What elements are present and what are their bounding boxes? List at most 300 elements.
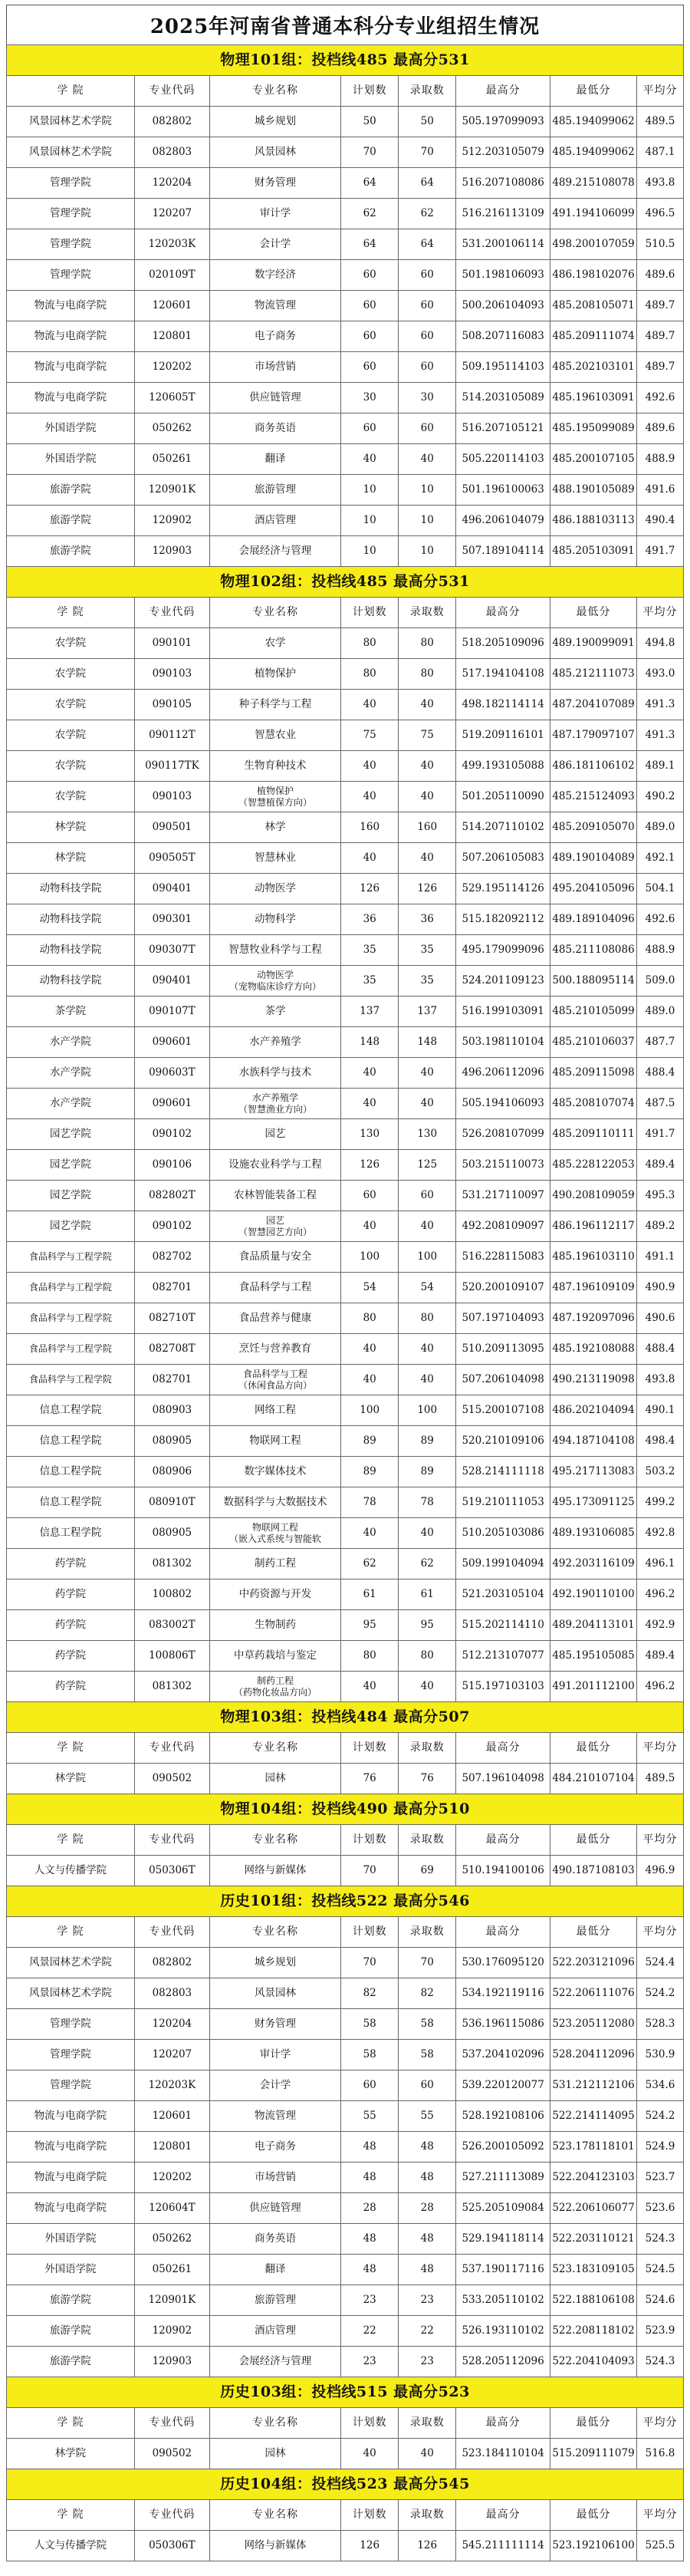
major-name-cell: 网络与新媒体: [209, 1856, 340, 1886]
min-score-cell: 485.196103091: [550, 383, 637, 413]
column-header-admit-count: 录取数: [399, 2500, 456, 2531]
major-code-cell: 090601: [134, 1089, 209, 1119]
max-score-cell: 495.179099096: [456, 935, 550, 966]
major-code-cell: 120901K: [134, 475, 209, 506]
major-code-cell: 090501: [134, 812, 209, 843]
admit-count-cell: 30: [399, 383, 456, 413]
table-row: [7, 199, 684, 229]
min-score-cell: 489.190099091: [550, 628, 637, 659]
major-name-cell: 烹饪与营养教育: [209, 1334, 340, 1365]
college-cell: 旅游学院: [7, 2347, 135, 2377]
column-header-major-name: 专业名称: [209, 76, 340, 107]
column-header-max-score: 最高分: [456, 1733, 550, 1764]
avg-score-cell: 493.8: [637, 1365, 684, 1395]
column-header-plan-count: 计划数: [341, 1917, 399, 1948]
min-score-cell: 490.187108103: [550, 1856, 637, 1886]
plan-count-cell: 80: [341, 1303, 399, 1334]
plan-count-cell: 60: [341, 260, 399, 291]
min-score-cell: 486.196112117: [550, 1211, 637, 1242]
major-code-cell: 120204: [134, 168, 209, 199]
plan-count-cell: 40: [341, 1672, 399, 1702]
avg-score-cell: 523.9: [637, 2316, 684, 2347]
max-score-cell: 498.182114114: [456, 690, 550, 720]
column-header-row: [7, 598, 684, 628]
column-header-row: [7, 76, 684, 107]
column-header-row: [7, 1917, 684, 1948]
avg-score-cell: 487.5: [637, 1089, 684, 1119]
admit-count-cell: 89: [399, 1457, 456, 1487]
plan-count-cell: 60: [341, 413, 399, 444]
avg-score-cell: 491.7: [637, 536, 684, 567]
min-score-cell: 498.200107059: [550, 229, 637, 260]
plan-count-cell: 23: [341, 2347, 399, 2377]
avg-score-cell: 496.5: [637, 199, 684, 229]
college-cell: 旅游学院: [7, 506, 135, 536]
avg-score-cell: 489.4: [637, 1641, 684, 1672]
major-code-cell: 120801: [134, 2132, 209, 2163]
min-score-cell: 492.190110100: [550, 1580, 637, 1610]
max-score-cell: 518.205109096: [456, 628, 550, 659]
group-label: 物理103组：投档线484 最高分507: [7, 1702, 684, 1733]
column-header-avg-score: 平均分: [637, 2500, 684, 2531]
admit-count-cell: 48: [399, 2255, 456, 2285]
max-score-cell: 531.217110097: [456, 1181, 550, 1211]
major-name-cell: 水产养殖学: [209, 1027, 340, 1058]
major-name-cell: 酒店管理: [209, 506, 340, 536]
avg-score-cell: 489.2: [637, 1211, 684, 1242]
admit-count-cell: 60: [399, 321, 456, 352]
column-header-major-code: 专业代码: [134, 598, 209, 628]
admit-count-cell: 125: [399, 1150, 456, 1181]
max-score-cell: 516.216113109: [456, 199, 550, 229]
avg-score-cell: 524.3: [637, 2224, 684, 2255]
major-code-cell: 090307T: [134, 935, 209, 966]
table-row: [7, 383, 684, 413]
major-code-cell: 120207: [134, 199, 209, 229]
table-row: [7, 1395, 684, 1426]
avg-score-cell: 489.1: [637, 751, 684, 782]
college-cell: 农学院: [7, 720, 135, 751]
group-header-row: [7, 1702, 684, 1733]
table-row: [7, 291, 684, 321]
major-code-cell: 090102: [134, 1119, 209, 1150]
avg-score-cell: 488.4: [637, 1334, 684, 1365]
max-score-cell: 512.213107077: [456, 1641, 550, 1672]
column-header-major-code: 专业代码: [134, 1733, 209, 1764]
avg-score-cell: 489.6: [637, 413, 684, 444]
column-header-avg-score: 平均分: [637, 1733, 684, 1764]
table-row: [7, 1027, 684, 1058]
column-header-min-score: 最低分: [550, 1733, 637, 1764]
major-code-cell: 082710T: [134, 1303, 209, 1334]
major-name-cell: 酒店管理: [209, 2316, 340, 2347]
min-score-cell: 485.209115098: [550, 1058, 637, 1089]
major-code-cell: 090502: [134, 1764, 209, 1794]
major-name-cell: 供应链管理: [209, 383, 340, 413]
column-header-avg-score: 平均分: [637, 598, 684, 628]
max-score-cell: 501.196100063: [456, 475, 550, 506]
college-cell: 管理学院: [7, 260, 135, 291]
major-code-cell: 090401: [134, 874, 209, 904]
major-name-cell: 城乡规划: [209, 1948, 340, 1978]
min-score-cell: 522.203110121: [550, 2224, 637, 2255]
major-name-cell: 商务英语: [209, 2224, 340, 2255]
min-score-cell: 489.204113101: [550, 1610, 637, 1641]
max-score-cell: 514.207110102: [456, 812, 550, 843]
major-code-cell: 120202: [134, 352, 209, 383]
college-cell: 外国语学院: [7, 2255, 135, 2285]
avg-score-cell: 504.1: [637, 874, 684, 904]
college-cell: 药学院: [7, 1610, 135, 1641]
major-code-cell: 082803: [134, 1978, 209, 2009]
major-code-cell: 090106: [134, 1150, 209, 1181]
major-name-line: （嵌入式系统与智能软: [229, 1533, 322, 1544]
min-score-cell: 487.204107089: [550, 690, 637, 720]
major-code-cell: 090601: [134, 1027, 209, 1058]
plan-count-cell: 76: [341, 1764, 399, 1794]
major-name-cell: 制药工程: [209, 1549, 340, 1580]
max-score-cell: 515.200107108: [456, 1395, 550, 1426]
admit-count-cell: 126: [399, 2531, 456, 2561]
college-cell: 信息工程学院: [7, 1395, 135, 1426]
column-header-major-code: 专业代码: [134, 2408, 209, 2439]
max-score-cell: 516.228115083: [456, 1242, 550, 1273]
major-code-cell: 020109T: [134, 260, 209, 291]
major-code-cell: 081302: [134, 1549, 209, 1580]
column-header-college: 学 院: [7, 76, 135, 107]
college-cell: 旅游学院: [7, 2316, 135, 2347]
min-score-cell: 522.204104093: [550, 2347, 637, 2377]
max-score-cell: 512.203105079: [456, 137, 550, 168]
major-name-cell: 动物医学: [209, 874, 340, 904]
column-header-max-score: 最高分: [456, 2500, 550, 2531]
major-code-cell: 090103: [134, 659, 209, 690]
plan-count-cell: 89: [341, 1457, 399, 1487]
major-name-cell: 商务英语: [209, 413, 340, 444]
admit-count-cell: 69: [399, 1856, 456, 1886]
avg-score-cell: 524.3: [637, 2347, 684, 2377]
table-row: [7, 536, 684, 567]
max-score-cell: 501.205110090: [456, 782, 550, 812]
min-score-cell: 523.205112080: [550, 2009, 637, 2040]
college-cell: 林学院: [7, 1764, 135, 1794]
college-cell: 食品科学与工程学院: [7, 1365, 135, 1395]
admit-count-cell: 35: [399, 966, 456, 996]
max-score-cell: 509.199104094: [456, 1549, 550, 1580]
max-score-cell: 515.197103103: [456, 1672, 550, 1702]
min-score-cell: 486.202104094: [550, 1395, 637, 1426]
avg-score-cell: 534.6: [637, 2070, 684, 2101]
column-header-admit-count: 录取数: [399, 2408, 456, 2439]
major-name-line: 食品科学与工程: [243, 1369, 308, 1380]
min-score-cell: 485.195105085: [550, 1641, 637, 1672]
admit-count-cell: 28: [399, 2193, 456, 2224]
college-cell: 信息工程学院: [7, 1518, 135, 1549]
major-name-line: （药物化妆品方向）: [234, 1686, 317, 1698]
major-name-cell: 生物制药: [209, 1610, 340, 1641]
avg-score-cell: 489.7: [637, 352, 684, 383]
major-name-line: 园艺: [266, 1215, 285, 1227]
min-score-cell: 522.206106077: [550, 2193, 637, 2224]
major-code-cell: 120601: [134, 291, 209, 321]
major-name-cell: 风景园林: [209, 1978, 340, 2009]
column-header-major-code: 专业代码: [134, 1917, 209, 1948]
table-row: [7, 904, 684, 935]
major-name-cell: 城乡规划: [209, 107, 340, 137]
major-name-cell: 物联网工程: [209, 1426, 340, 1457]
admit-count-cell: 80: [399, 1303, 456, 1334]
admit-count-cell: 50: [399, 107, 456, 137]
major-name-cell: 财务管理: [209, 2009, 340, 2040]
min-score-cell: 485.194099062: [550, 107, 637, 137]
table-row: [7, 996, 684, 1027]
column-header-min-score: 最低分: [550, 76, 637, 107]
min-score-cell: 484.210107104: [550, 1764, 637, 1794]
column-header-major-code: 专业代码: [134, 2500, 209, 2531]
major-code-cell: 120605T: [134, 383, 209, 413]
college-cell: 农学院: [7, 659, 135, 690]
table-row: [7, 1549, 684, 1580]
min-score-cell: 485.215124093: [550, 782, 637, 812]
major-name-cell: 农林智能装备工程: [209, 1181, 340, 1211]
plan-count-cell: 48: [341, 2163, 399, 2193]
table-row: [7, 1150, 684, 1181]
column-header-college: 学 院: [7, 1825, 135, 1856]
max-score-cell: 507.196104098: [456, 1764, 550, 1794]
avg-score-cell: 524.6: [637, 2285, 684, 2316]
major-name-cell: 中草药栽培与鉴定: [209, 1641, 340, 1672]
plan-count-cell: 40: [341, 1058, 399, 1089]
column-header-college: 学 院: [7, 2500, 135, 2531]
avg-score-cell: 488.9: [637, 444, 684, 475]
table-row: [7, 1181, 684, 1211]
major-name-cell: 食品科学与工程: [209, 1273, 340, 1303]
table-row: [7, 506, 684, 536]
major-name-cell: 食品营养与健康: [209, 1303, 340, 1334]
plan-count-cell: 126: [341, 874, 399, 904]
plan-count-cell: 35: [341, 935, 399, 966]
major-name-cell: 园艺: [209, 1119, 340, 1150]
college-cell: 食品科学与工程学院: [7, 1334, 135, 1365]
plan-count-cell: 80: [341, 1641, 399, 1672]
major-code-cell: 090103: [134, 782, 209, 812]
max-score-cell: 515.182092112: [456, 904, 550, 935]
major-name-cell: 数字经济: [209, 260, 340, 291]
max-score-cell: 501.198106093: [456, 260, 550, 291]
major-name-cell: 市场营销: [209, 2163, 340, 2193]
plan-count-cell: 48: [341, 2255, 399, 2285]
min-score-cell: 485.208107074: [550, 1089, 637, 1119]
admit-count-cell: 89: [399, 1426, 456, 1457]
plan-count-cell: 23: [341, 2285, 399, 2316]
plan-count-cell: 75: [341, 720, 399, 751]
min-score-cell: 485.192108088: [550, 1334, 637, 1365]
admit-count-cell: 100: [399, 1242, 456, 1273]
college-cell: 管理学院: [7, 2070, 135, 2101]
column-header-plan-count: 计划数: [341, 76, 399, 107]
college-cell: 管理学院: [7, 2040, 135, 2070]
plan-count-cell: 100: [341, 1395, 399, 1426]
group-label: 物理104组：投档线490 最高分510: [7, 1794, 684, 1825]
avg-score-cell: 495.3: [637, 1181, 684, 1211]
column-header-avg-score: 平均分: [637, 1825, 684, 1856]
max-score-cell: 526.193110102: [456, 2316, 550, 2347]
column-header-avg-score: 平均分: [637, 1917, 684, 1948]
column-header-min-score: 最低分: [550, 598, 637, 628]
major-code-cell: 120903: [134, 2347, 209, 2377]
max-score-cell: 533.205110102: [456, 2285, 550, 2316]
admit-count-cell: 40: [399, 1058, 456, 1089]
college-cell: 园艺学院: [7, 1211, 135, 1242]
max-score-cell: 528.205112096: [456, 2347, 550, 2377]
plan-count-cell: 89: [341, 1426, 399, 1457]
major-code-cell: 080905: [134, 1518, 209, 1549]
column-header-college: 学 院: [7, 1917, 135, 1948]
max-score-cell: 523.184110104: [456, 2439, 550, 2469]
major-name-cell: 会展经济与管理: [209, 536, 340, 567]
table-row: [7, 1273, 684, 1303]
plan-count-cell: 40: [341, 843, 399, 874]
college-cell: 物流与电商学院: [7, 2193, 135, 2224]
table-row: [7, 413, 684, 444]
plan-count-cell: 55: [341, 2101, 399, 2132]
table-row: [7, 444, 684, 475]
admit-count-cell: 40: [399, 1089, 456, 1119]
max-score-cell: 526.208107099: [456, 1119, 550, 1150]
college-cell: 农学院: [7, 628, 135, 659]
avg-score-cell: 490.1: [637, 1395, 684, 1426]
major-name-cell: 翻译: [209, 444, 340, 475]
major-name-cell: 电子商务: [209, 2132, 340, 2163]
min-score-cell: 485.202103101: [550, 352, 637, 383]
table-row: [7, 1426, 684, 1457]
column-header-max-score: 最高分: [456, 598, 550, 628]
avg-score-cell: 524.2: [637, 2101, 684, 2132]
college-cell: 物流与电商学院: [7, 321, 135, 352]
table-row: [7, 690, 684, 720]
avg-score-cell: 498.4: [637, 1426, 684, 1457]
major-code-cell: 050262: [134, 413, 209, 444]
table-row: [7, 782, 684, 812]
table-row: [7, 229, 684, 260]
max-score-cell: 526.200105092: [456, 2132, 550, 2163]
major-name-line: 植物保护: [257, 786, 294, 797]
column-header-min-score: 最低分: [550, 1917, 637, 1948]
avg-score-cell: 494.8: [637, 628, 684, 659]
avg-score-cell: 492.1: [637, 843, 684, 874]
college-cell: 动物科技学院: [7, 935, 135, 966]
major-name-cell: 园林: [209, 2439, 340, 2469]
plan-count-cell: 61: [341, 1580, 399, 1610]
admit-count-cell: 40: [399, 2439, 456, 2469]
table-row: [7, 966, 684, 996]
major-code-cell: 120901K: [134, 2285, 209, 2316]
column-header-admit-count: 录取数: [399, 598, 456, 628]
min-score-cell: 500.188095114: [550, 966, 637, 996]
major-name-cell: 市场营销: [209, 352, 340, 383]
major-code-cell: 120601: [134, 2101, 209, 2132]
admit-count-cell: 40: [399, 444, 456, 475]
table-row: [7, 1610, 684, 1641]
table-row: [7, 168, 684, 199]
max-score-cell: 516.207108086: [456, 168, 550, 199]
column-header-admit-count: 录取数: [399, 76, 456, 107]
table-row: [7, 1856, 684, 1886]
max-score-cell: 534.192119116: [456, 1978, 550, 2009]
major-name-cell: 风景园林: [209, 137, 340, 168]
major-code-cell: 082701: [134, 1365, 209, 1395]
admit-count-cell: 82: [399, 1978, 456, 2009]
admit-count-cell: 58: [399, 2009, 456, 2040]
column-header-min-score: 最低分: [550, 2500, 637, 2531]
min-score-cell: 489.190104089: [550, 843, 637, 874]
table-row: [7, 2531, 684, 2561]
major-code-cell: 082701: [134, 1273, 209, 1303]
major-code-cell: 082802T: [134, 1181, 209, 1211]
college-cell: 人文与传播学院: [7, 1856, 135, 1886]
college-cell: 物流与电商学院: [7, 2132, 135, 2163]
avg-score-cell: 509.0: [637, 966, 684, 996]
admit-count-cell: 23: [399, 2285, 456, 2316]
college-cell: 药学院: [7, 1672, 135, 1702]
major-name-line: 动物医学: [257, 970, 294, 981]
group-header-row: [7, 567, 684, 598]
major-name-cell: 供应链管理: [209, 2193, 340, 2224]
min-score-cell: 487.196109109: [550, 1273, 637, 1303]
major-name-cell: 审计学: [209, 199, 340, 229]
table-row: [7, 1518, 684, 1549]
plan-count-cell: 64: [341, 229, 399, 260]
min-score-cell: 488.190105089: [550, 475, 637, 506]
max-score-cell: 503.198110104: [456, 1027, 550, 1058]
max-score-cell: 496.206112096: [456, 1058, 550, 1089]
avg-score-cell: 524.5: [637, 2255, 684, 2285]
plan-count-cell: 58: [341, 2009, 399, 2040]
group-label: 历史101组：投档线522 最高分546: [7, 1886, 684, 1917]
major-name-cell: 物流管理: [209, 2101, 340, 2132]
table-row: [7, 475, 684, 506]
max-score-cell: 528.192108106: [456, 2101, 550, 2132]
admit-count-cell: 64: [399, 168, 456, 199]
major-name-line: （休闲食品方向）: [238, 1379, 313, 1391]
plan-count-cell: 40: [341, 1334, 399, 1365]
plan-count-cell: 126: [341, 1150, 399, 1181]
avg-score-cell: 491.3: [637, 720, 684, 751]
plan-count-cell: 60: [341, 291, 399, 321]
table-row: [7, 1672, 684, 1702]
admit-count-cell: 62: [399, 1549, 456, 1580]
admit-count-cell: 40: [399, 1518, 456, 1549]
avg-score-cell: 488.4: [637, 1058, 684, 1089]
major-name-line: （智慧渔业方向）: [238, 1103, 313, 1115]
plan-count-cell: 58: [341, 2040, 399, 2070]
college-cell: 风景园林艺术学院: [7, 137, 135, 168]
min-score-cell: 489.193106085: [550, 1518, 637, 1549]
admit-count-cell: 40: [399, 1334, 456, 1365]
min-score-cell: 487.192097096: [550, 1303, 637, 1334]
major-name-cell: 设施农业科学与工程: [209, 1150, 340, 1181]
admit-count-cell: 48: [399, 2224, 456, 2255]
major-code-cell: 050306T: [134, 1856, 209, 1886]
min-score-cell: 485.210105099: [550, 996, 637, 1027]
avg-score-cell: 490.2: [637, 782, 684, 812]
min-score-cell: 486.188103113: [550, 506, 637, 536]
major-code-cell: 090301: [134, 904, 209, 935]
admit-count-cell: 36: [399, 904, 456, 935]
table-row: [7, 2193, 684, 2224]
avg-score-cell: 523.6: [637, 2193, 684, 2224]
avg-score-cell: 493.0: [637, 659, 684, 690]
